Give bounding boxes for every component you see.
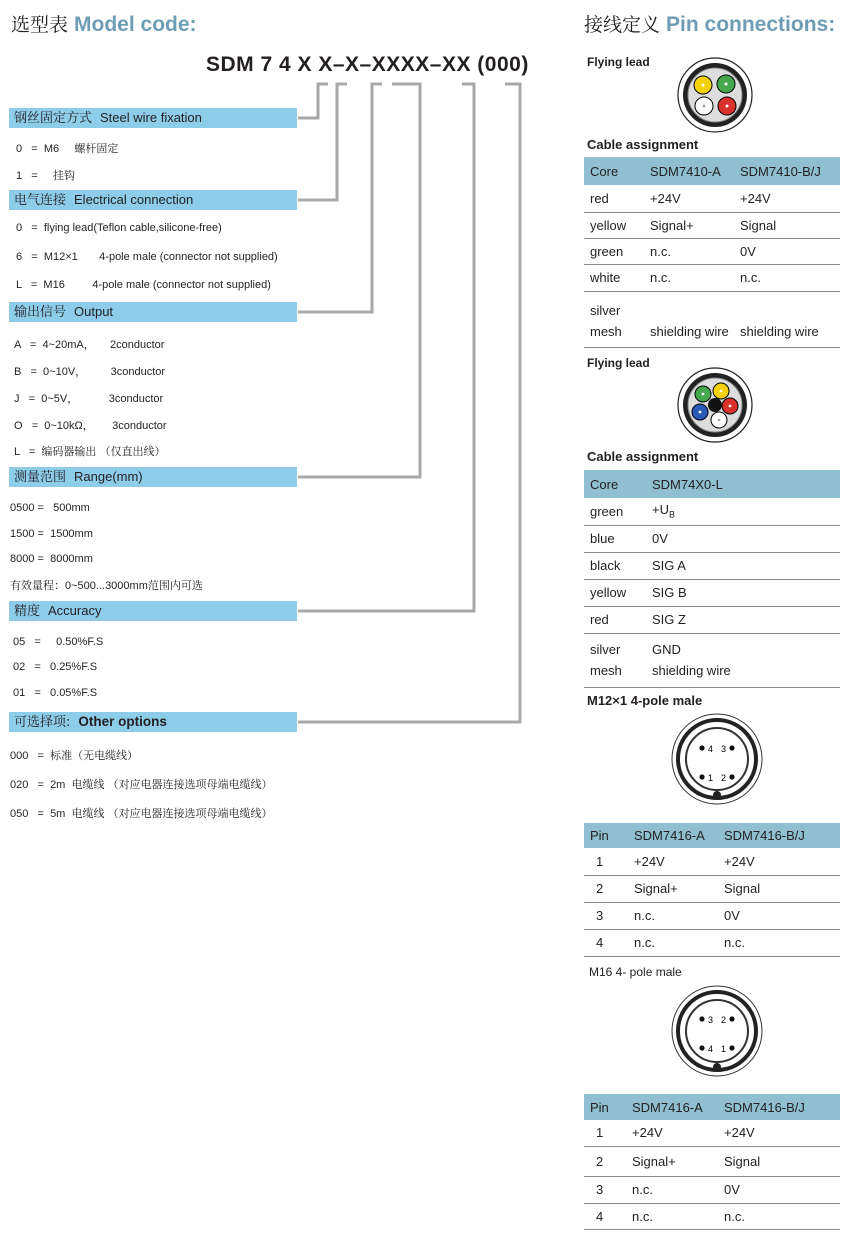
pin-number: 4 [708, 1044, 714, 1054]
table-header-row [584, 1094, 840, 1120]
band-cn: 输出信号 [14, 305, 67, 320]
band-en: Accuracy [48, 603, 102, 618]
pin-number: 3 [721, 744, 727, 754]
table-header-cell: SDM7410-B/J [734, 157, 840, 185]
cable-assignment-label-1: Cable assignment [587, 137, 699, 152]
band-en: Output [74, 304, 114, 319]
option-row [10, 502, 90, 514]
option-row [10, 776, 273, 792]
table-cell: +24V [734, 185, 840, 212]
table-cell: n.c. [628, 929, 718, 956]
table-row [584, 579, 840, 606]
table-header-cell: SDM7410-A [644, 157, 734, 185]
cable-assignment-label-2: Cable assignment [587, 449, 699, 464]
table-cell: Signal+ [628, 875, 718, 902]
table-row [584, 1120, 840, 1146]
band-steel-wire-fixation [9, 108, 297, 128]
option-key: 0500 [10, 502, 35, 514]
table-row [584, 238, 840, 264]
table-cell: +24V [644, 185, 734, 212]
table-header-cell: Core [584, 470, 646, 498]
table-cell: SIG B [646, 579, 840, 606]
option-text: = 0.25%F.S [34, 661, 98, 673]
option-row [16, 167, 75, 183]
option-key: 01 [13, 687, 26, 699]
table-cell: n.c. [628, 902, 718, 929]
table-cell: Signal+ [626, 1146, 718, 1176]
m16-connector-label: M16 4- pole male [589, 965, 682, 979]
table-row [584, 212, 840, 238]
option-key: 6 [16, 251, 23, 263]
table-cell: 0V [718, 902, 840, 929]
table-cell: n.c. [734, 264, 840, 291]
option-row [10, 553, 93, 565]
table-cell: Signal [718, 875, 840, 902]
table-cell: blue [584, 525, 646, 552]
option-text: = 0~10kΩ， 3conductor [31, 420, 167, 432]
table-row [584, 498, 840, 525]
table-cell: Signal [718, 1146, 840, 1176]
table-cell: black [584, 552, 646, 579]
table-cell: yellow [584, 579, 646, 606]
pin-number: 3 [708, 1015, 714, 1025]
option-key: 1500 [10, 528, 35, 540]
table-cell: +24V [628, 848, 718, 875]
option-key: 000 [10, 750, 29, 762]
table-cell-line: silver [590, 303, 621, 318]
pin-number: 2 [721, 1015, 727, 1025]
table-cell: 2 [584, 875, 628, 902]
option-key: 8000 [10, 553, 35, 565]
option-row [16, 140, 118, 156]
cable-assignment-table-1 [584, 157, 840, 348]
table-row [584, 902, 840, 929]
band-en: Other options [78, 714, 167, 729]
option-row [13, 661, 97, 673]
table-row [584, 848, 840, 875]
option-text: = 0~5V， 3conductor [28, 393, 164, 405]
option-key: J [14, 393, 20, 405]
table-cell: green [584, 498, 646, 525]
cable-cross-section-2 [676, 366, 754, 444]
supply-voltage-text: +U [652, 502, 669, 518]
table-header-row [584, 823, 840, 848]
option-row [14, 443, 165, 459]
m16-connector-icon [670, 984, 764, 1078]
pin-number: 4 [708, 744, 714, 754]
band-accuracy [9, 601, 297, 621]
pin-connections-title [584, 10, 835, 37]
table-cell-line: GND [652, 642, 681, 657]
table-cell: red [584, 606, 646, 633]
table-cell [584, 633, 646, 687]
table-row [584, 264, 840, 291]
option-text: = 挂钩 [31, 170, 76, 182]
option-text: 有效量程：0~500...3000mm范围内可选 [10, 580, 203, 592]
m12-connector-label: M12×1 4-pole male [587, 693, 703, 708]
table-cell: 1 [584, 848, 628, 875]
option-row [16, 222, 222, 234]
table-header-cell: SDM7416-B/J [718, 823, 840, 848]
model-code-title-cn: 选型表 [11, 14, 69, 36]
pin-number: 2 [721, 773, 727, 783]
option-row [14, 390, 163, 406]
table-cell: 4 [584, 1203, 626, 1229]
option-text: = 5m 电缆线 （对应电器连接选项母端电缆线） [37, 808, 273, 820]
option-row [14, 417, 167, 433]
table-row [584, 633, 840, 687]
option-key: 0 [16, 222, 23, 234]
table-cell [646, 633, 840, 687]
option-key: 050 [10, 808, 29, 820]
table-row [584, 1146, 840, 1176]
table-cell: 2 [584, 1146, 626, 1176]
band-range [9, 467, 297, 487]
band-cn: 可选择项: [14, 715, 71, 730]
option-text: = 标准（无电缆线） [37, 750, 139, 762]
table-cell: n.c. [644, 238, 734, 264]
band-electrical-connection [9, 190, 297, 210]
band-cn: 精度 [14, 604, 41, 619]
table-header-row [584, 157, 840, 185]
pin-number: 1 [708, 773, 714, 783]
table-row [584, 552, 840, 579]
table-cell: 0V [646, 525, 840, 552]
table-cell [584, 291, 644, 347]
table-cell: red [584, 185, 644, 212]
table-header-cell: SDM7416-A [628, 823, 718, 848]
table-cell-line: silver [590, 642, 621, 657]
pin-connections-title-cn: 接线定义 [584, 14, 661, 36]
table-header-cell: Pin [584, 823, 628, 848]
table-cell: white [584, 264, 644, 291]
option-text: = 8000mm [37, 553, 93, 565]
option-text: = 0~10V， 3conductor [30, 366, 166, 378]
table-row [584, 929, 840, 956]
flying-lead-label-1: Flying lead [587, 55, 650, 69]
table-cell: n.c. [626, 1203, 718, 1229]
table-cell: yellow [584, 212, 644, 238]
table-cell: shielding wire [644, 291, 734, 347]
table-cell: 4 [584, 929, 628, 956]
m16-pin-table [584, 1094, 840, 1230]
pin-number: 1 [721, 1044, 727, 1054]
table-row [584, 606, 840, 633]
table-cell: 1 [584, 1120, 626, 1146]
table-cell: n.c. [718, 929, 840, 956]
option-text: = M16 4-pole male (connector not supplied) [30, 279, 271, 291]
table-cell-line: mesh [590, 324, 622, 339]
band-en: Electrical connection [74, 192, 194, 207]
table-cell-line: shielding wire [652, 663, 731, 678]
option-text: = M12×1 4-pole male (connector not supplied) [31, 251, 278, 263]
option-row [10, 747, 138, 763]
option-text: = 2m 电缆线 （对应电器连接选项母端电缆线） [37, 779, 273, 791]
cable-cross-section-1 [676, 56, 754, 134]
table-cell: 3 [584, 1176, 626, 1203]
option-text: = 4~20mA， 2conductor [29, 339, 165, 351]
option-row [13, 687, 97, 699]
band-other-options [9, 712, 297, 732]
option-key: 1 [16, 170, 23, 182]
table-cell: n.c. [718, 1203, 840, 1229]
table-cell: 3 [584, 902, 628, 929]
table-cell: SIG A [646, 552, 840, 579]
option-key: 020 [10, 779, 29, 791]
table-cell: n.c. [626, 1176, 718, 1203]
table-cell: shielding wire [734, 291, 840, 347]
table-cell: +24V [626, 1120, 718, 1146]
option-key: 0 [16, 143, 23, 155]
table-cell [646, 498, 840, 525]
table-cell: n.c. [644, 264, 734, 291]
band-en: Steel wire fixation [100, 110, 202, 125]
option-row [14, 363, 165, 379]
option-text: = M6 螺杆固定 [31, 143, 119, 155]
option-text: = flying lead(Teflon cable,silicone-free) [31, 222, 222, 234]
table-row [584, 875, 840, 902]
table-cell: +24V [718, 1120, 840, 1146]
table-cell: 0V [718, 1176, 840, 1203]
option-row [16, 279, 271, 291]
band-cn: 钢丝固定方式 [14, 111, 93, 126]
m12-pin-table [584, 823, 840, 957]
option-row [10, 805, 273, 821]
pin-connections-title-en: Pin connections: [666, 13, 836, 36]
table-cell: +24V [718, 848, 840, 875]
flying-lead-label-2: Flying lead [587, 356, 650, 370]
option-row [16, 251, 278, 263]
option-key: 02 [13, 661, 26, 673]
option-text: = 500mm [37, 502, 90, 514]
band-en: Range(mm) [74, 469, 143, 484]
option-row [14, 336, 164, 352]
option-key: 05 [13, 636, 26, 648]
table-cell: SIG Z [646, 606, 840, 633]
option-text: = 编码器输出 （仅直出线） [28, 446, 166, 458]
table-row [584, 525, 840, 552]
option-row [10, 577, 203, 593]
table-header-cell: SDM74X0-L [646, 470, 840, 498]
option-key: O [14, 420, 23, 432]
supply-voltage-subscript: B [668, 510, 675, 521]
m12-connector-icon [670, 712, 764, 806]
table-row [584, 185, 840, 212]
table-header-row [584, 470, 840, 498]
model-code-title-en: Model code: [74, 13, 197, 36]
table-row [584, 291, 840, 347]
table-cell: Signal+ [644, 212, 734, 238]
table-header-cell: SDM7416-B/J [718, 1094, 840, 1120]
table-header-cell: Pin [584, 1094, 626, 1120]
table-header-cell: SDM7416-A [626, 1094, 718, 1120]
option-key: L [14, 446, 20, 458]
option-text: = 0.05%F.S [34, 687, 98, 699]
option-key: A [14, 339, 21, 351]
option-row [13, 636, 103, 648]
table-cell-line: mesh [590, 663, 622, 678]
option-row [10, 528, 93, 540]
table-cell: 0V [734, 238, 840, 264]
band-cn: 电气连接 [14, 193, 67, 208]
cable-assignment-table-2 [584, 470, 840, 688]
band-cn: 测量范围 [14, 470, 67, 485]
option-text: = 0.50%F.S [34, 636, 104, 648]
table-row [584, 1176, 840, 1203]
table-cell: Signal [734, 212, 840, 238]
table-cell: green [584, 238, 644, 264]
option-key: L [16, 279, 22, 291]
model-code-string: SDM 7 4 X X–X–XXXX–XX (000) [206, 53, 529, 76]
band-output [9, 302, 297, 322]
table-header-cell: Core [584, 157, 644, 185]
option-key: B [14, 366, 22, 378]
option-text: = 1500mm [37, 528, 93, 540]
table-row [584, 1203, 840, 1229]
